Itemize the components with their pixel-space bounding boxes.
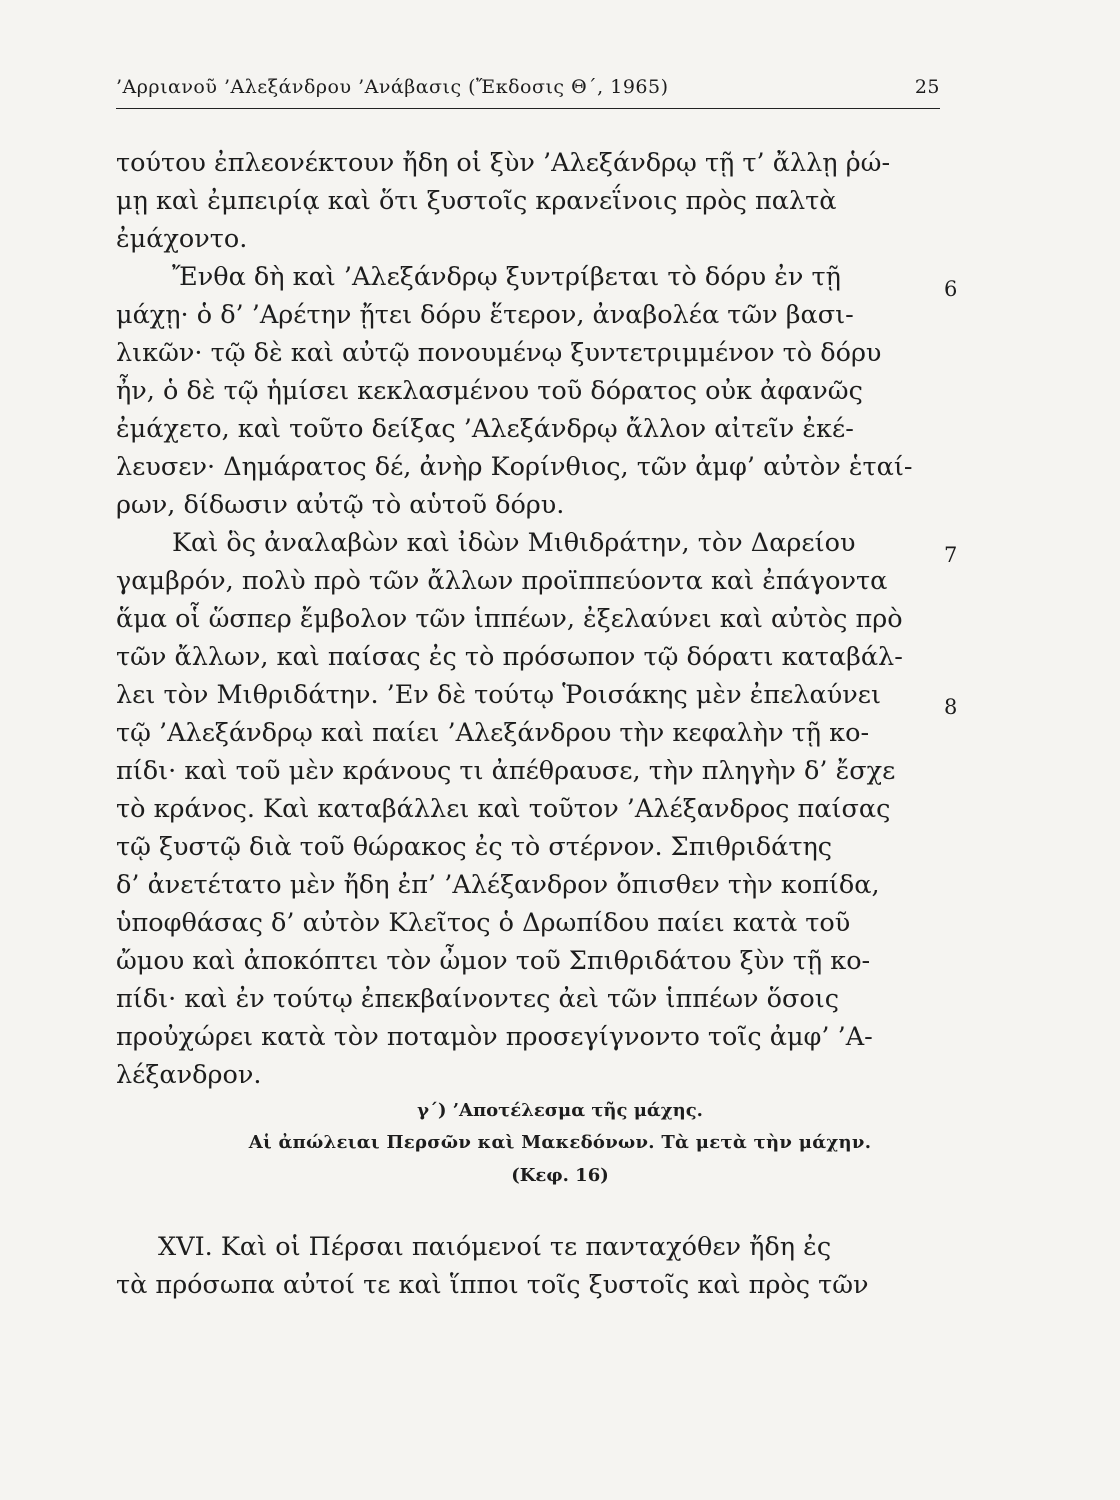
running-header [116,72,940,104]
text-line: ὤμου καὶ ἀποκόπτει τὸν ὦμον τοῦ Σπιθριδάτου ξὺν τῇ κο- [116,946,871,976]
text-line: τῷ ’Αλεξάνδρῳ καὶ παίει ’Αλεξάνδρου τὴν κεφαλὴν τῇ κο- [116,718,870,748]
text-line: δ’ ἀνετέτατο μὲν ἤδη ἐπ’ ’Αλέξανδρον ὄπισθεν τὴν κοπίδα, [116,870,880,900]
text-line: λέξανδρον. [116,1060,262,1090]
text-line: πίδι· καὶ ἐν τούτῳ ἐπεκβαίνοντες ἀεὶ τῶν ἱππέων ὅσοις [116,984,840,1014]
text-line: προὐχώρει κατὰ τὸν ποταμὸν προσεγίγνοντο τοῖς ἀμφ’ ’Α- [116,1022,873,1052]
text-line: τὰ πρόσωπα αὐτοί τε καὶ ἵπποι τοῖς ξυστοῖς καὶ πρὸς τῶν [116,1270,869,1300]
text-line: τούτου ἐπλεονέκτουν ἤδη οἱ ξὺν ’Αλεξάνδρῳ τῇ τ’ ἄλλῃ ῥώ- [116,148,891,178]
text-line: ρων, δίδωσιν αὐτῷ τὸ αὑτοῦ δόρυ. [116,490,565,520]
text-line: ὑποφθάσας δ’ αὐτὸν Κλεῖτος ὁ Δρωπίδου παίει κατὰ τοῦ [116,908,851,938]
text-line: ἐμάχοντο. [116,224,248,254]
page-number: 25 [914,76,940,98]
text-line: Καὶ ὃς ἀναλαβὼν καὶ ἰδὼν Μιθιδράτην, τὸν Δαρείου [172,528,856,558]
chapter-heading-subtitle: Αἱ ἀπώλειαι Περσῶν καὶ Μακεδόνων. Τὰ μετὰ τὴν μάχην. [248,1132,872,1153]
text-line: λικῶν· τῷ δὲ καὶ αὐτῷ πονουμένῳ ξυντετριμμένον τὸ δόρυ [116,338,882,368]
text-line: λει τὸν Μιθριδάτην. ’Εν δὲ τούτῳ Ῥοισάκης μὲν ἐπελαύνει [116,680,881,710]
header-rule [116,108,940,109]
section-number-margin: 6 [944,277,958,301]
chapter-heading-title: γ΄) ’Αποτέλεσμα τῆς μάχης. [417,1100,703,1121]
text-line: μάχῃ· ὁ δ’ ’Αρέτην ᾔτει δόρυ ἕτερον, ἀναβολέα τῶν βασι- [116,300,854,330]
text-line: ἐμάχετο, καὶ τοῦτο δείξας ’Αλεξάνδρῳ ἄλλον αἰτεῖν ἐκέ- [116,414,854,444]
text-line: λευσεν· Δημάρατος δέ, ἀνὴρ Κορίνθιος, τῶν ἀμφ’ αὐτὸν ἑταί- [116,452,913,482]
text-line: Ἔνθα δὴ καὶ ’Αλεξάνδρῳ ξυντρίβεται τὸ δόρυ ἐν τῇ [172,262,841,292]
text-line: μῃ καὶ ἐμπειρίᾳ καὶ ὅτι ξυστοῖς κρανεΐνοις πρὸς παλτὰ [116,186,837,216]
text-line: γαμβρόν, πολὺ πρὸ τῶν ἄλλων προϊππεύοντα καὶ ἐπάγοντα [116,566,888,596]
text-line: ἅμα οἷ ὥσπερ ἔμβολον τῶν ἱππέων, ἐξελαύνει καὶ αὐτὸς πρὸ [116,604,903,634]
running-header-title: ’Αρριανοῦ ’Αλεξάνδρου ’Ανάβασις (Ἔκδοσις Θ΄, 1965) [116,76,669,98]
section-number-margin: 8 [944,695,958,719]
text-line: τῷ ξυστῷ διὰ τοῦ θώρακος ἐς τὸ στέρνον. Σπιθριδάτης [116,832,833,862]
text-line: πίδι· καὶ τοῦ μὲν κράνους τι ἀπέθραυσε, τὴν πληγὴν δ’ ἔσχε [116,756,896,786]
text-line: τῶν ἄλλων, καὶ παίσας ἐς τὸ πρόσωπον τῷ δόρατι καταβάλ- [116,642,903,672]
chapter-reference: (Κεφ. 16) [511,1165,609,1186]
section-number-margin: 7 [944,543,958,567]
text-line: XVI. Καὶ οἱ Πέρσαι παιόμενοί τε πανταχόθεν ἤδη ἐς [158,1232,832,1262]
text-line: ἦν, ὁ δὲ τῷ ἡμίσει κεκλασμένου τοῦ δόρατος οὐκ ἀφανῶς [116,376,863,406]
text-line: τὸ κράνος. Καὶ καταβάλλει καὶ τοῦτον ’Αλέξανδρος παίσας [116,794,891,824]
